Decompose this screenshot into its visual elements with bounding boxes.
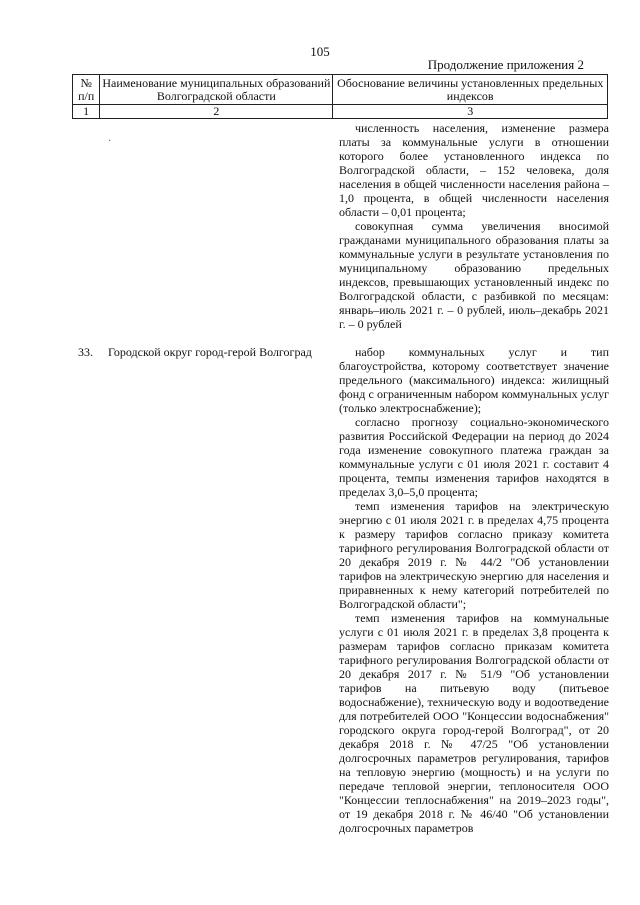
justification-block-prev (339, 121, 609, 331)
municipality-name: Городской округ город-герой Волгоград (108, 345, 312, 359)
paragraph: совокупная сумма увеличения вносимой гражданами муниципального образования платы за коммунальные услуги в результате установления по муниципальному образованию предельных индексов, превышающих установленный индекс по Волгоградской области, с разбивкой по месяцам: январь–июль 2021 г. – 0 рублей, июль–декабрь 2021 г. – 0 рублей (339, 219, 609, 331)
paragraph: темп изменения тарифов на коммунальные услуги с 01 июля 2021 г. в пределах 3,8 процента к размерам тарифов согласно приказам комитета тарифного регулирования Волгоградской области от 20 декабря 2017 г. № 51/9 "Об установлении тарифов на питьевую воду (питьевое водоснабжение), техническую воду и водоотведение для потребителей ООО "Концессии водоснабжения" городского округа город-герой Волгоград", от 20 декабря 2018 г. № 47/25 "Об установлении долгосрочных параметров регулирования, тарифов на тепловую энергию (мощность) и на услуги по передаче тепловой энергии, теплоносителя ООО "Концессии теплоснабжения" на 2019–2023 годы", от 19 декабря 2018 г. № 46/40 "Об установлении долгосрочных параметров (339, 611, 609, 835)
header-col-justification: Обоснование величины установленных предельных индексов (333, 75, 608, 105)
justification-block-33 (339, 345, 609, 835)
paragraph: набор коммунальных услуг и тип благоустройства, которому соответствует значение предельного (максимального) индекса: жилищный фонд с ограниченным набором коммунальных услуг (только электроснабжение); (339, 345, 609, 415)
continuation-label: Продолжение приложения 2 (427, 57, 584, 72)
page-number: 105 (310, 44, 330, 59)
header-col-number: № п/п (73, 75, 100, 105)
header-num-3: 3 (333, 105, 608, 119)
header-col-name: Наименование муниципальных образований Волгоградской области (100, 75, 333, 105)
header-num-1: 1 (73, 105, 100, 119)
header-num-2: 2 (100, 105, 333, 119)
paragraph: темп изменения тарифов на электрическую энергию с 01 июля 2021 г. в пределах 4,75 процента к размеру тарифов согласно приказу комитета тарифного регулирования Волгоградской области от 20 декабря 2019 г. № 44/2 "Об установлении тарифов на электрическую энергию для населения и приравненных к нему категорий потребителей по Волгоградской области"; (339, 499, 609, 611)
table-header (72, 74, 608, 119)
paragraph: согласно прогнозу социально-экономического развития Российской Федерации на период до 2024 года изменение совокупного платежа граждан за коммунальные услуги с 01 июля 2021 г. составит 4 процента, темпы изменения тарифов находятся в пределах 3,0–5,0 процента; (339, 415, 609, 499)
row-number: 33. (78, 345, 93, 359)
scan-dot: · (108, 136, 112, 147)
paragraph: численность населения, изменение размера платы за коммунальные услуги в отношении которого более установленного индекса по Волгоградской области, – 152 человека, доля населения в общей численности населения района – 1,0 процента, в общей численности населения области – 0,01 процента; (339, 121, 609, 219)
